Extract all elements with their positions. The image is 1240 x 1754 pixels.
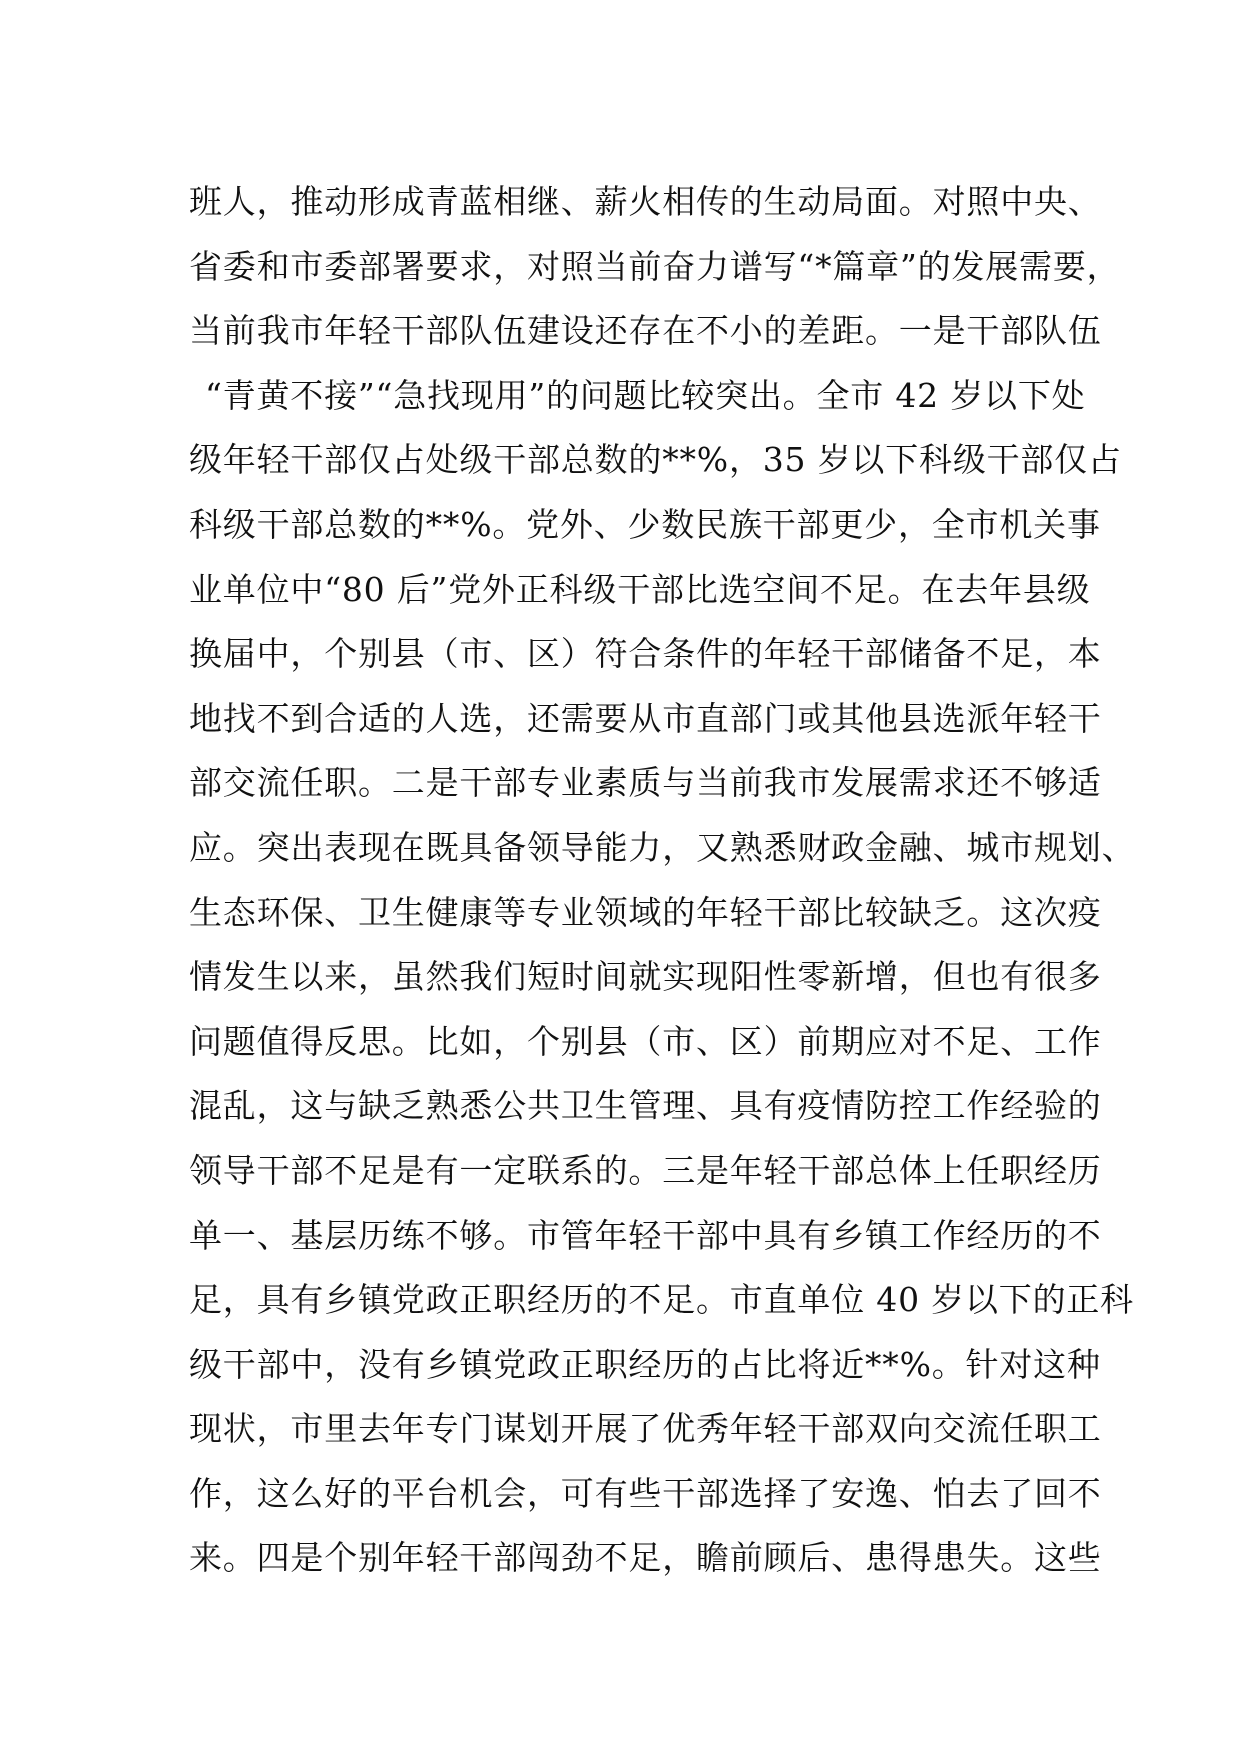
text-line: 业单位中“80 后”党外正科级干部比选空间不足。在去年县级 bbox=[189, 569, 1091, 609]
text-line: 来。四是个别年轻干部闯劲不足，瞻前顾后、患得患失。这些 bbox=[189, 1538, 1102, 1578]
text-line: 级年轻干部仅占处级干部总数的**%，35 岁以下科级干部仅占 bbox=[189, 440, 1122, 480]
text-line: 省委和市委部署要求，对照当前奋力谱写“*篇章”的发展需要， bbox=[189, 246, 1121, 286]
text-line: 问题值得反思。比如，个别县（市、区）前期应对不足、工作 bbox=[189, 1021, 1102, 1061]
text-line: 作，这么好的平台机会，可有些干部选择了安逸、怕去了回不 bbox=[189, 1473, 1102, 1513]
text-line: 部交流任职。二是干部专业素质与当前我市发展需求还不够适 bbox=[189, 763, 1102, 803]
text-line: 地找不到合适的人选，还需要从市直部门或其他县选派年轻干 bbox=[189, 698, 1102, 738]
text-line: 当前我市年轻干部队伍建设还存在不小的差距。一是干部队伍 bbox=[189, 311, 1102, 351]
text-line: 换届中，个别县（市、区）符合条件的年轻干部储备不足，本 bbox=[189, 634, 1102, 674]
text-line: 生态环保、卫生健康等专业领域的年轻干部比较缺乏。这次疫 bbox=[189, 892, 1102, 932]
text-line: 应。突出表现在既具备领导能力，又熟悉财政金融、城市规划、 bbox=[189, 827, 1136, 867]
text-line: “青黄不接”“急找现用”的问题比较突出。全市 42 岁以下处 bbox=[205, 375, 1086, 415]
text-line: 班人，推动形成青蓝相继、薪火相传的生动局面。对照中央、 bbox=[189, 182, 1102, 221]
body-text bbox=[189, 170, 1136, 1591]
text-line: 科级干部总数的**%。党外、少数民族干部更少，全市机关事 bbox=[189, 504, 1101, 544]
text-line: 情发生以来，虽然我们短时间就实现阳性零新增，但也有很多 bbox=[189, 957, 1102, 997]
text-line: 足，具有乡镇党政正职经历的不足。市直单位 40 岁以下的正科 bbox=[189, 1280, 1134, 1320]
text-line: 单一、基层历练不够。市管年轻干部中具有乡镇工作经历的不 bbox=[189, 1215, 1102, 1255]
text-line: 级干部中，没有乡镇党政正职经历的占比将近**%。针对这种 bbox=[189, 1344, 1101, 1384]
text-line: 领导干部不足是有一定联系的。三是年轻干部总体上任职经历 bbox=[189, 1150, 1102, 1190]
text-line: 现状，市里去年专门谋划开展了优秀年轻干部双向交流任职工 bbox=[189, 1409, 1102, 1449]
text-line: 混乱，这与缺乏熟悉公共卫生管理、具有疫情防控工作经验的 bbox=[189, 1086, 1102, 1126]
